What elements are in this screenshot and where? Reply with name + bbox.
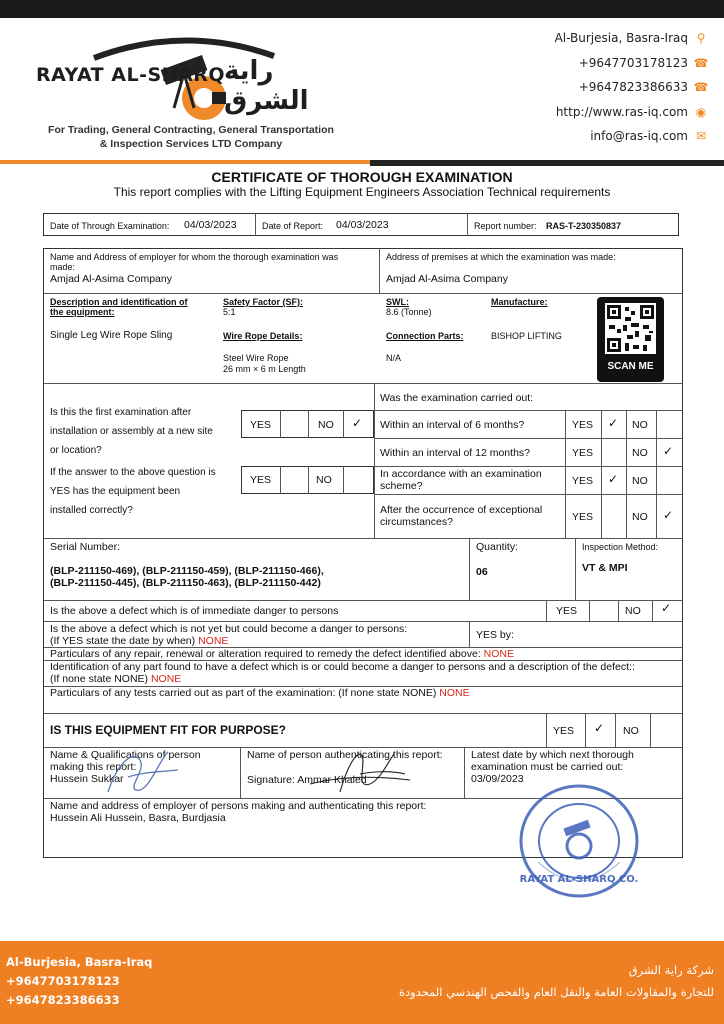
future-danger-value: NONE: [198, 635, 229, 647]
interval-6m-no: NO: [632, 419, 648, 431]
auth-signature: Signature: Ammar Khaled: [247, 774, 367, 786]
fit-no: NO: [623, 725, 639, 737]
future-danger-q-2: [50, 635, 228, 647]
header-divider-dark: [370, 160, 724, 166]
immediate-danger-q: Is the above a defect which is of immediate danger to persons: [50, 605, 339, 617]
next-exam-label-2: examination must be carried out:: [471, 761, 624, 773]
qr-code-pattern: [605, 303, 656, 354]
footer-contact: [6, 953, 152, 1010]
first-exam-q-1: Is this the first examination after: [50, 407, 192, 418]
inspection-method-label: Inspection Method:: [582, 542, 659, 552]
maker-label-1: Name & Qualifications of person: [50, 749, 201, 761]
phone-icon: ☎: [693, 55, 709, 70]
qr-code[interactable]: [597, 297, 664, 382]
interval-12m-label: Within an interval of 12 months?: [380, 447, 530, 459]
next-exam-label-1: Latest date by which next thorough: [471, 749, 634, 761]
auth-label: Name of person authenticating this report:: [247, 749, 443, 761]
scheme-yes: YES: [572, 475, 594, 487]
maker-label-2: making this report:: [50, 761, 137, 773]
next-exam-date: 03/09/2023: [471, 773, 524, 785]
scheme-no: NO: [632, 475, 648, 487]
brand-name-arabic: راية الشرق: [224, 56, 309, 116]
contact-website[interactable]: [555, 100, 708, 125]
contact-address: [555, 26, 708, 51]
scheme-label-1: In accordance with an examination: [380, 468, 542, 480]
footer-phone-1: +9647703178123: [6, 974, 120, 988]
contact-text: +9647823386633: [578, 80, 688, 95]
maker-name: Hussein Sukkar: [50, 773, 124, 785]
serial-label: Serial Number:: [50, 541, 121, 553]
repair-value: NONE: [483, 648, 515, 660]
future-danger-q-1: Is the above a defect which is not yet but could become a danger to persons:: [50, 623, 408, 635]
report-date-label: Date of Report:: [262, 221, 324, 231]
immediate-danger-yes: YES: [556, 605, 578, 617]
check-icon: ✓: [663, 444, 674, 458]
equipment-desc-value: Single Leg Wire Rope Sling: [50, 330, 173, 341]
contact-info: [555, 26, 708, 149]
connection-parts-value: N/A: [386, 353, 402, 363]
repair-label: Particulars of any repair, renewal or alteration required to remedy the defect identified above:: [50, 648, 481, 660]
equipment-desc-label-2: the equipment:: [50, 307, 115, 317]
footer-arabic-line-2: للتجارة والمقاولات العامة والنقل العام والفحص الهندسي المحدودة: [398, 985, 714, 999]
interval-12m-yes: YES: [572, 447, 594, 459]
exceptional-no: NO: [632, 511, 648, 523]
exam-date-label: Date of Through Examination:: [50, 221, 170, 231]
exceptional-label-2: circumstances?: [380, 516, 453, 528]
check-icon: ✓: [608, 416, 619, 430]
mail-icon: ✉: [695, 129, 707, 144]
first-exam-yes: YES: [250, 419, 272, 431]
check-icon: ✓: [663, 508, 674, 522]
safety-factor-value: 5:1: [223, 307, 236, 317]
tagline-line-2: & Inspection Services LTD Company: [99, 138, 283, 150]
footer-address: Al-Burjesia, Basra-Iraq: [6, 955, 153, 969]
exam-date: 04/03/2023: [184, 219, 237, 231]
premises-label: Address of premises at which the examination was made:: [386, 252, 616, 262]
inspection-method-value: VT & MPI: [582, 562, 628, 574]
maker-signature: [98, 742, 188, 802]
check-icon: ✓: [352, 416, 363, 430]
employer-label-2: made:: [50, 262, 76, 272]
employer-persons-value: Hussein Ali Hussein, Basra, Burdjasia: [50, 812, 226, 824]
yes-by-label: YES by:: [476, 629, 514, 641]
svg-text:RAYAT AL-SHARQ CO.: RAYAT AL-SHARQ CO.: [519, 874, 639, 885]
installed-no: NO: [316, 474, 332, 486]
fit-for-purpose-q: IS THIS EQUIPMENT FIT FOR PURPOSE?: [50, 723, 287, 737]
wire-rope-value-1: Steel Wire Rope: [223, 353, 289, 363]
scheme-label-2: scheme?: [380, 480, 423, 492]
wire-rope-label: Wire Rope Details:: [223, 331, 303, 341]
swl-label: SWL:: [386, 297, 409, 307]
fit-yes: YES: [553, 725, 575, 737]
carried-out-label: Was the examination carried out:: [380, 392, 534, 404]
footer-phone-2: +9647823386633: [6, 993, 120, 1007]
manufacture-value: BISHOP LIFTING: [491, 331, 562, 341]
tagline-line-1: For Trading, General Contracting, General Transportation: [48, 124, 334, 136]
first-exam-q-2: installation or assembly at a new site: [50, 426, 213, 437]
report-number: RAS-T-230350837: [546, 221, 622, 231]
globe-icon: ◉: [695, 104, 707, 119]
brand-name: RAYAT AL-SHARQ: [36, 64, 226, 86]
future-danger-hint: (If YES state the date by when): [50, 635, 196, 647]
contact-phone-1: [555, 51, 708, 76]
quantity-value: 06: [476, 566, 488, 578]
connection-parts-label: Connection Parts:: [386, 331, 464, 341]
check-icon: ✓: [594, 721, 605, 735]
tests-label: Particulars of any tests carried out as part of the examination: (If none state NONE): [50, 687, 437, 699]
interval-6m-label: Within an interval of 6 months?: [380, 419, 525, 431]
installed-q-2: YES has the equipment been: [50, 486, 181, 497]
first-exam-no: NO: [318, 419, 334, 431]
certificate-title: CERTIFICATE OF THOROUGH EXAMINATION: [211, 169, 513, 185]
swl-value: 8.6 (Tonne): [386, 307, 432, 317]
website-link[interactable]: http://www.ras-iq.com: [555, 104, 688, 119]
employer-persons-label: Name and address of employer of persons making and authenticating this report:: [50, 800, 427, 812]
report-date: 04/03/2023: [336, 219, 389, 231]
quantity-label: Quantity:: [476, 541, 519, 553]
exceptional-label-1: After the occurrence of exceptional: [380, 504, 543, 516]
safety-factor-label: Safety Factor (SF):: [223, 297, 304, 307]
serial-line-2: (BLP-211150-445), (BLP-211150-463), (BLP-211150-442): [50, 577, 321, 589]
interval-12m-no: NO: [632, 447, 648, 459]
phone-icon: ☎: [693, 80, 709, 95]
repair-particulars: [50, 648, 514, 660]
immediate-danger-no: NO: [625, 605, 641, 617]
auth-signature-mark: [300, 744, 420, 799]
footer: [0, 941, 724, 1024]
check-icon: ✓: [608, 472, 619, 486]
footer-arabic: [399, 959, 714, 1003]
interval-6m-yes: YES: [572, 419, 594, 431]
footer-arabic-line-1: شركة راية الشرق: [628, 963, 714, 977]
wire-rope-value-2: 26 mm × 6 m Length: [223, 364, 306, 374]
identify-defect-2: [50, 673, 181, 685]
serial-line-1: (BLP-211150-469), (BLP-211150-459), (BLP-211150-466),: [50, 565, 324, 577]
identify-defect-1: Identification of any part found to have a defect which is or could become a danger to persons and a description of the defect::: [50, 661, 635, 673]
equipment-desc-label-1: Description and identification of: [50, 297, 188, 307]
contact-email[interactable]: [555, 124, 708, 149]
location-pin-icon: ⚲: [696, 31, 706, 46]
company-logo: [34, 28, 364, 120]
scan-me-label: SCAN ME: [607, 361, 654, 372]
installed-q-3: installed correctly?: [50, 505, 133, 516]
report-number-label: Report number:: [474, 221, 537, 231]
employer-value: Amjad Al-Asima Company: [50, 273, 172, 285]
email-link[interactable]: info@ras-iq.com: [590, 129, 688, 144]
tagline: [36, 123, 346, 151]
first-exam-q-3: or location?: [50, 445, 102, 456]
identify-hint: (If none state NONE): [50, 673, 149, 685]
identify-value: NONE: [150, 673, 182, 685]
tests-value: NONE: [439, 687, 470, 699]
installed-q-1: If the answer to the above question is: [50, 467, 216, 478]
certificate-subtitle: This report complies with the Lifting Equipment Engineers Association Technical requirements: [113, 185, 611, 199]
contact-phone-2: [555, 75, 708, 100]
check-icon: ✓: [661, 601, 672, 615]
premises-value: Amjad Al-Asima Company: [386, 273, 508, 285]
installed-yes: YES: [250, 474, 272, 486]
top-bar: [0, 0, 724, 18]
contact-text: Al-Burjesia, Basra-Iraq: [554, 31, 688, 46]
tests-particulars: [50, 687, 470, 699]
employer-label-1: Name and Address of employer for whom the thorough examination was: [50, 252, 339, 262]
contact-text: +9647703178123: [578, 55, 688, 70]
exceptional-yes: YES: [572, 511, 594, 523]
manufacture-label: Manufacture:: [491, 297, 548, 307]
company-stamp: [518, 782, 640, 900]
